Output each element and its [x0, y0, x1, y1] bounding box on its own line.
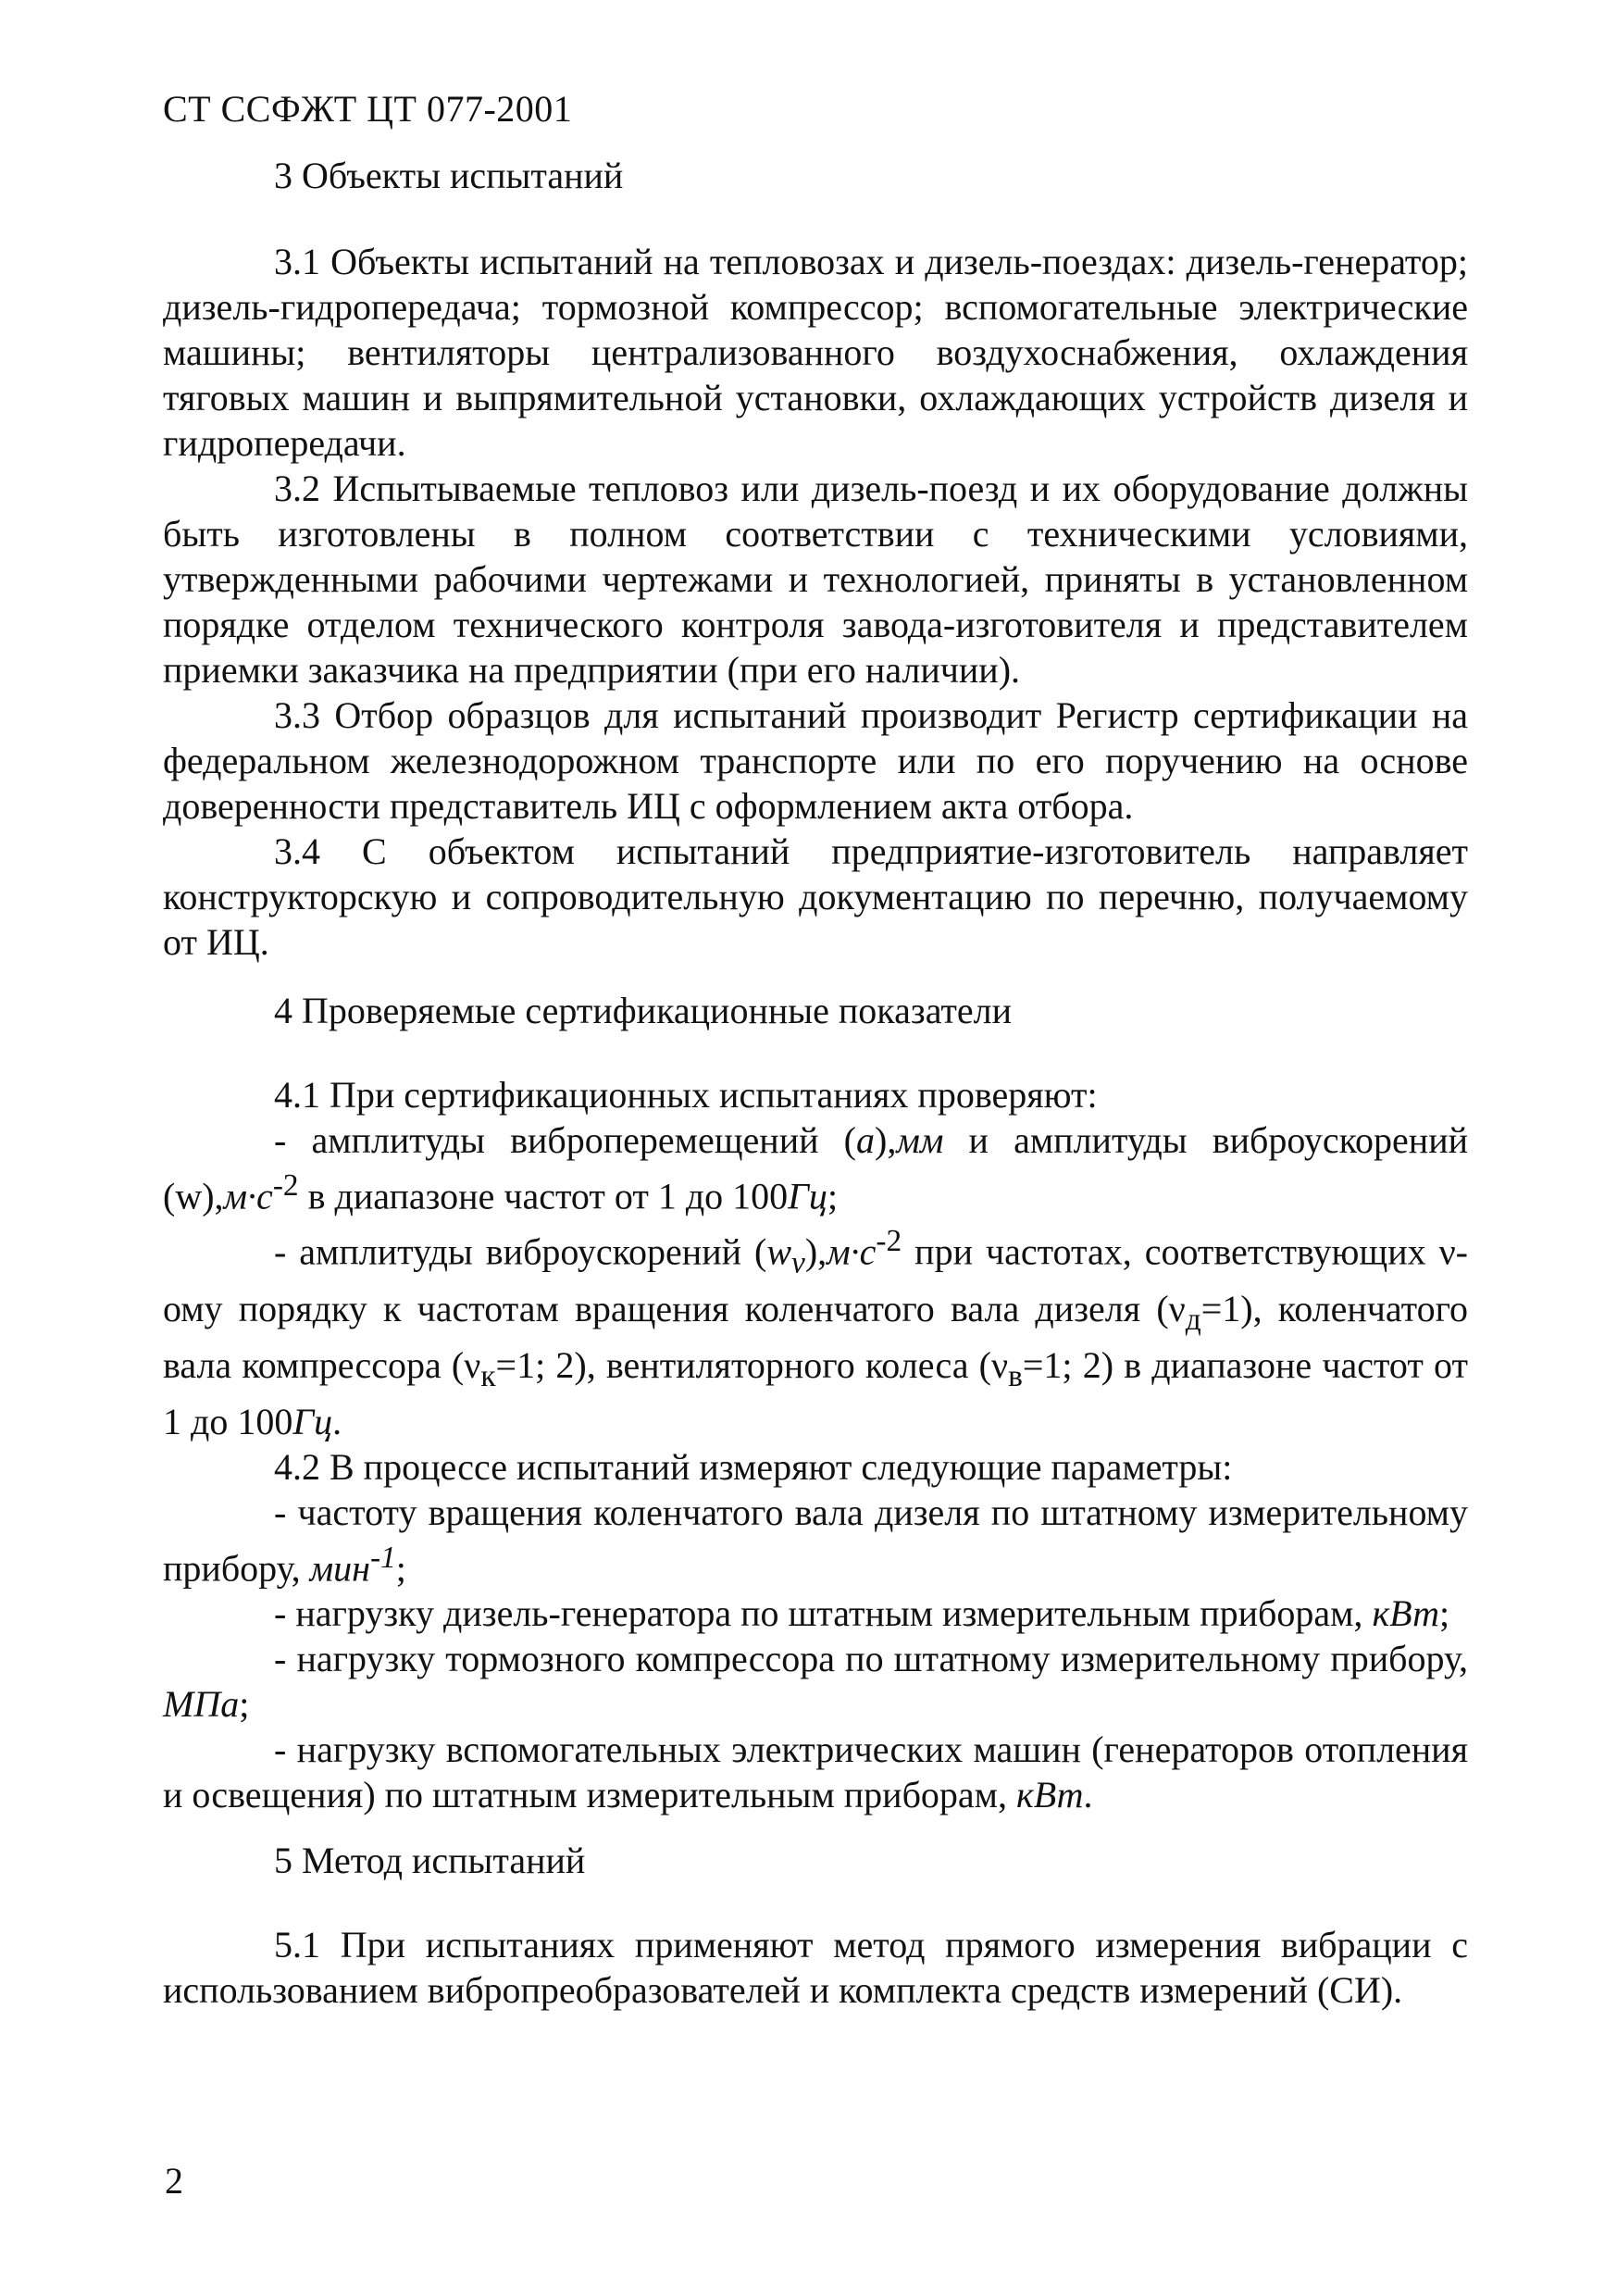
dash-item-generator-load: - нагрузку дизель-генератора по штатным измерительным приборам, кВт;	[274, 1591, 1450, 1634]
paragraph-4-1: 4.1 При сертификационных испытаниях проверяют:	[274, 1074, 1098, 1116]
dash-item-amplitudes: - амплитуды виброперемещений (а),мм и амплитуды виброускорений $(w),м\cdot с^{-2}$ в диапазоне частот от 1 до 100Гц;	[163, 1119, 1468, 1217]
section-4-heading: 4 Проверяемые сертификационные показатели	[274, 990, 1013, 1031]
section-5-heading: 5 Метод испытаний	[274, 1840, 586, 1881]
section-5-body	[163, 1922, 1468, 2013]
section-3-body	[163, 239, 1468, 965]
page-number: 2	[165, 2160, 183, 2202]
paragraph-3-2: 3.2 Испытываемые тепловоз или дизель-поезд и их оборудование должны быть изготовлены в полном соответствии с техническими условиями, утвержденными рабочими чертежами и технологией, приняты в установленном порядке отделом технического контроля завода-изготовителя и представителем приемки заказчика на предприятии (при его наличии).	[163, 468, 1468, 691]
paragraph-5-1: 5.1 При испытаниях применяют метод прямого измерения вибрации с использованием вибропреобразователей и комплекта средств измерений (СИ).	[163, 1924, 1468, 2011]
paragraph-4-2: 4.2 В процессе испытаний измеряют следующие параметры:	[274, 1445, 1233, 1488]
dash-item-harmonic-accelerations: - амплитуды виброускорений $(w_\nu),м\cdot с^{-2}$ при частотах, соответствующих ν-ому порядку к частотам вращения коленчатого вала дизеля $(\nu_д=1)$, коленчатого вала компрессора ($\nu_к=1$; 2), вентиляторного колеса ($\nu_в=1$; 2) в диапазоне частот от 1 до 100Гц.	[163, 1224, 1469, 1442]
paragraph-3-3: 3.3 Отбор образцов для испытаний производит Регистр сертификации на федеральном железнодорожном транспорте или по его поручению на основе доверенности представитель ИЦ с оформлением акта отбора.	[163, 694, 1468, 827]
dash-item-aux-machines-load: - нагрузку вспомогательных электрических машин (генераторов отопления и освещения) по штатным измерительным приборам, кВт.	[163, 1728, 1468, 1816]
paragraph-3-4: 3.4 С объектом испытаний предприятие-изготовитель направляет конструкторскую и сопроводительную документацию по перечню, получаемому от ИЦ.	[163, 830, 1468, 963]
dash-item-compressor-load: - нагрузку тормозного компрессора по штатному измерительному прибору, МПа;	[163, 1637, 1468, 1725]
paragraph-3-1: 3.1 Объекты испытаний на тепловозах и дизель-поездах: дизель-генератор; дизель-гидропередача; тормозной компрессор; вспомогательные электрические машины; вентиляторы централизованного воздухоснабжения, охлаждения тяговых машин и выпрямительной установки, охлаждающих устройств дизеля и гидропередачи.	[163, 241, 1468, 464]
section-3-heading: 3 Объекты испытаний	[274, 155, 624, 196]
section-4-body	[163, 1072, 1468, 1817]
dash-item-rotation-speed: - частоту вращения коленчатого вала дизеля по штатному измерительному прибору, мин$^{-1}$;	[163, 1491, 1468, 1589]
document-code: СТ ССФЖТ ЦТ 077-2001	[163, 88, 573, 130]
